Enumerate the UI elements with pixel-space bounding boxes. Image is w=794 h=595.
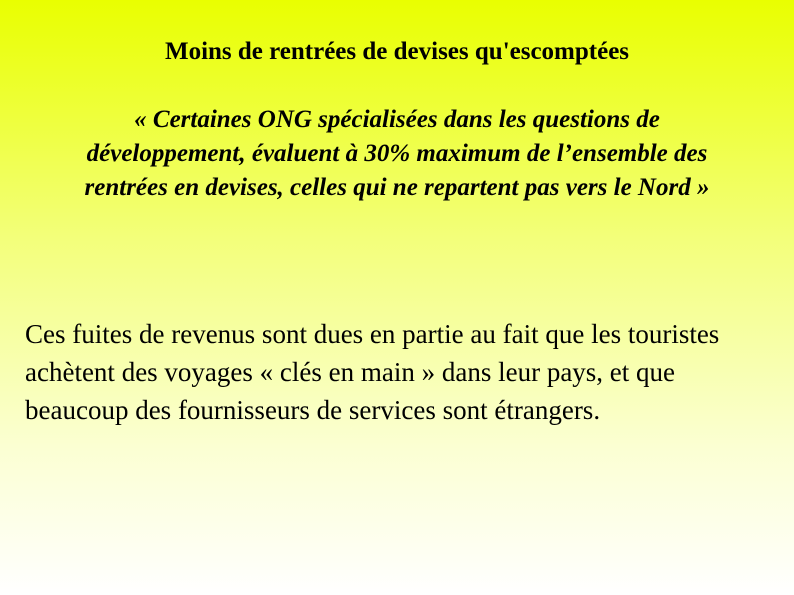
slide-title: Moins de rentrées de devises qu'escomptées [164,38,630,65]
slide-quote: « Certaines ONG spécialisées dans les questions de développement, évaluent à 30% maximum de l’ensemble des rentrées en devises, celles qui ne repartent pas vers le Nord » [84,106,710,201]
slide-body-text: Ces fuites de revenus sont dues en partie au fait que les touristes achètent des voyages « clés en main » dans leur pays, et que beaucoup des fournisseurs de services sont étrangers. [25,319,720,425]
